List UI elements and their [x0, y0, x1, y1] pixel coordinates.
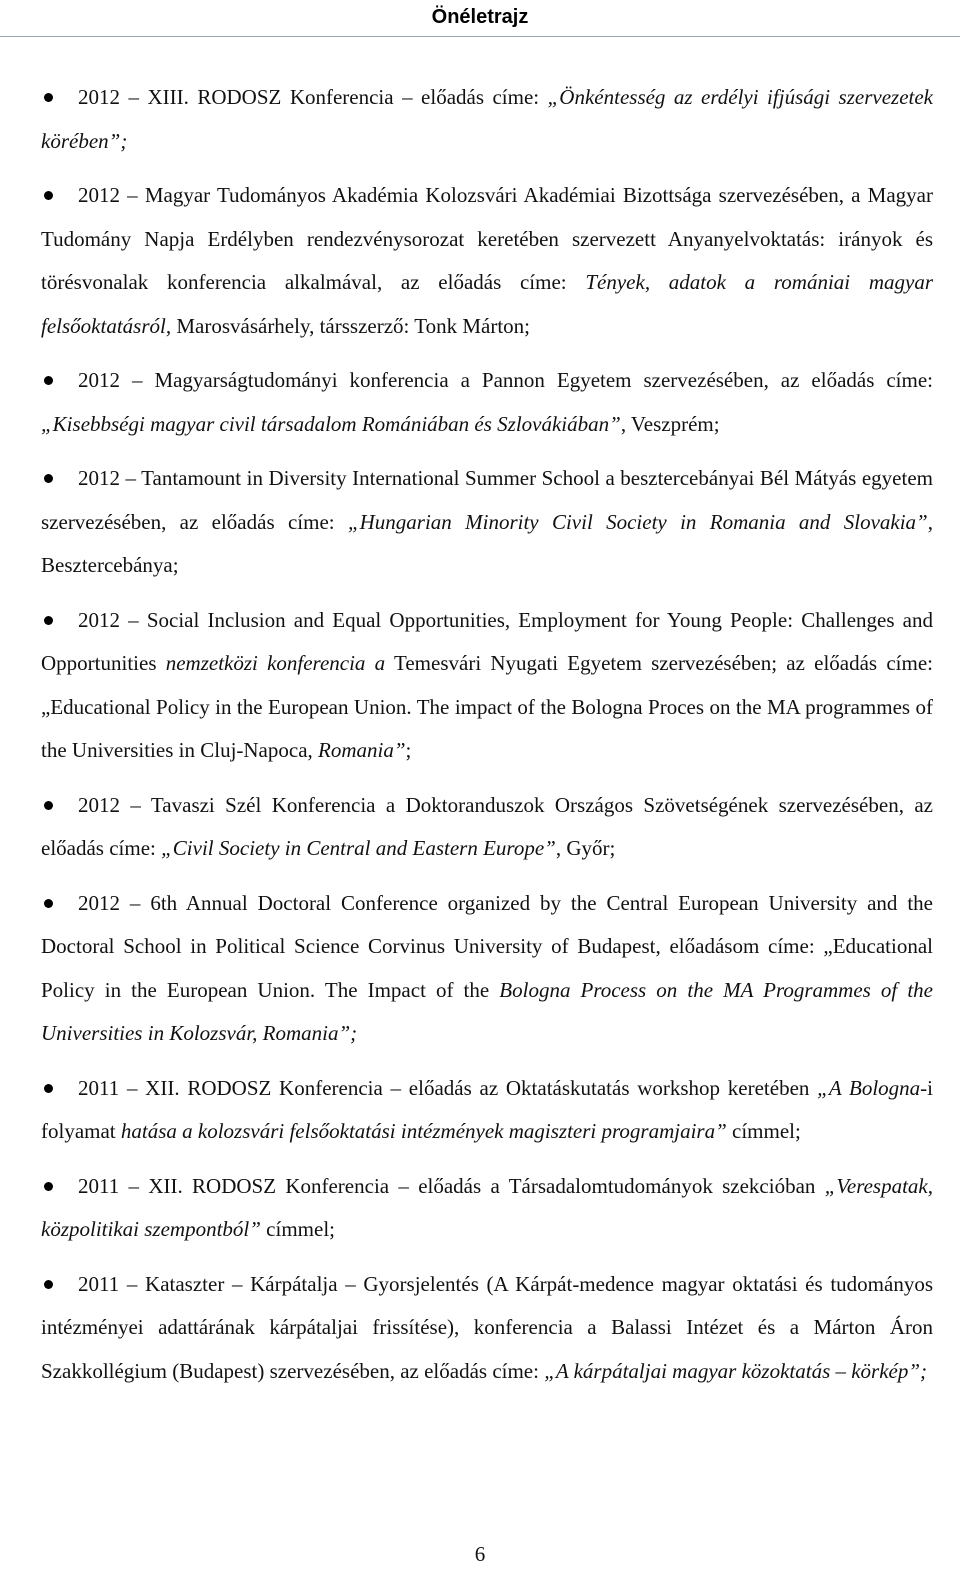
bullet-icon: [44, 1182, 53, 1191]
entry-italic-text: Bologna Process on the MA Programmes of the Universities in Kolozsvár, Romania”;: [41, 977, 933, 1045]
entry-italic-text: „Önkéntesség az erdélyi ifjúsági szervezetek körében”;: [41, 85, 933, 153]
entry-text: , Veszprém;: [620, 411, 720, 436]
header-divider: [0, 36, 960, 37]
bullet-icon: [44, 1084, 53, 1093]
entry-text: 2011 – Kataszter – Kárpátalja – Gyorsjelentés (A Kárpát-medence magyar oktatási és tudományos intézményei adattárának kárpátaljai frissítése), konferencia a Balassi Intézet és a Márton Áron Szakkollégium (Budapest) szervezésében, az előadás címe:: [41, 1271, 933, 1383]
entry-text: Marosvásárhely, társszerző: Tonk Márton;: [171, 313, 531, 338]
list-item: [41, 1263, 933, 1394]
entry-text: 2012 – 6th Annual Doctoral Conference organized by the Central European University and the Doctoral School in Political Science Corvinus University of Budapest, előadásom címe: „Educational Policy in the European Union. The Impact of the: [41, 890, 933, 1002]
list-item: [41, 359, 933, 446]
entry-text: 2012 – XIII. RODOSZ Konferencia – előadás címe:: [78, 85, 548, 109]
entry-italic-text: „Hungarian Minority Civil Society in Romania and Slovakia”: [347, 509, 928, 534]
bullet-icon: [44, 801, 53, 810]
entry-text: 2011 – XII. RODOSZ Konferencia – előadás az Oktatáskutatás workshop keretében: [78, 1075, 818, 1100]
entry-text: 2012 – Magyar Tudományos Akadémia Kolozsvári Akadémiai Bizottsága szervezésében, a Magyar Tudomány Napja Erdélyben rendezvénysorozat keretében szervezett Anyanyelvoktatás: irányok és törésvonalak konferencia alkalmával, az előadás címe:: [41, 183, 933, 294]
entry-italic-text: „A kárpátaljai magyar közoktatás – körkép”;: [544, 1358, 928, 1383]
list-item: [41, 1165, 933, 1252]
entry-italic-text: „Kisebbségi magyar civil társadalom Romániában és Szlovákiában”: [41, 411, 621, 436]
entry-italic-text: „Civil Society in Central and Eastern Europe”: [161, 836, 556, 860]
page-number: 6: [474, 1542, 486, 1566]
entry-italic-text: nemzetközi konferencia a: [165, 651, 386, 675]
entry-text: , Győr;: [555, 836, 616, 860]
bullet-icon: [44, 616, 53, 625]
entry-text: 2012 – Social Inclusion and Equal Opportunities, Employment for Young People: Challenges and Opportunities: [41, 607, 933, 675]
bullet-icon: [44, 899, 53, 908]
entry-text: ;: [405, 738, 412, 762]
list-item: [41, 457, 933, 588]
page-title: Önéletrajz: [431, 6, 529, 28]
bullet-icon: [44, 93, 53, 102]
entry-italic-text: Romania”: [318, 738, 406, 762]
list-item: [41, 174, 933, 348]
entry-text: , Besztercebánya;: [41, 509, 933, 577]
entry-text: 2011 – XII. RODOSZ Konferencia – előadás a Társadalomtudományok szekcióban: [78, 1173, 825, 1198]
entry-italic-text: hatása a kolozsvári felsőoktatási intézmények magiszteri programjaira”: [120, 1119, 727, 1143]
conference-list: [41, 76, 933, 1404]
entry-text: -i folyamat: [41, 1075, 933, 1143]
entry-italic-text: „A Bologna: [817, 1075, 921, 1100]
bullet-icon: [44, 376, 53, 385]
entry-text: 2012 – Tavaszi Szél Konferencia a Doktoranduszok Országos Szövetségének szervezésében, az előadás címe:: [41, 792, 933, 860]
entry-text: Temesvári Nyugati Egyetem szervezésében; az előadás címe: „Educational Policy in the European Union. The impact of the Bologna Proces on the MA programmes of the Universities in Cluj-Napoca,: [41, 651, 933, 762]
entry-text: 2012 – Tantamount in Diversity International Summer School a besztercebányai Bél Mátyás egyetem szervezésében, az előadás címe:: [41, 466, 933, 534]
entry-italic-text: Tények, adatok a romániai magyar felsőoktatásról,: [41, 270, 933, 338]
entry-text: címmel;: [260, 1217, 335, 1241]
entry-text: 2012 – Magyarságtudományi konferencia a Pannon Egyetem szervezésében, az előadás címe:: [78, 368, 933, 392]
list-item: [41, 599, 933, 773]
list-item: [41, 784, 933, 871]
list-item: [41, 1067, 933, 1154]
list-item: [41, 76, 933, 163]
bullet-icon: [44, 474, 53, 483]
list-item: [41, 882, 933, 1056]
bullet-icon: [44, 191, 53, 200]
page-header: [0, 0, 960, 38]
entry-text: címmel;: [726, 1119, 801, 1143]
entry-italic-text: „Verespatak, közpolitikai szempontból”: [41, 1173, 933, 1241]
bullet-icon: [44, 1280, 53, 1289]
